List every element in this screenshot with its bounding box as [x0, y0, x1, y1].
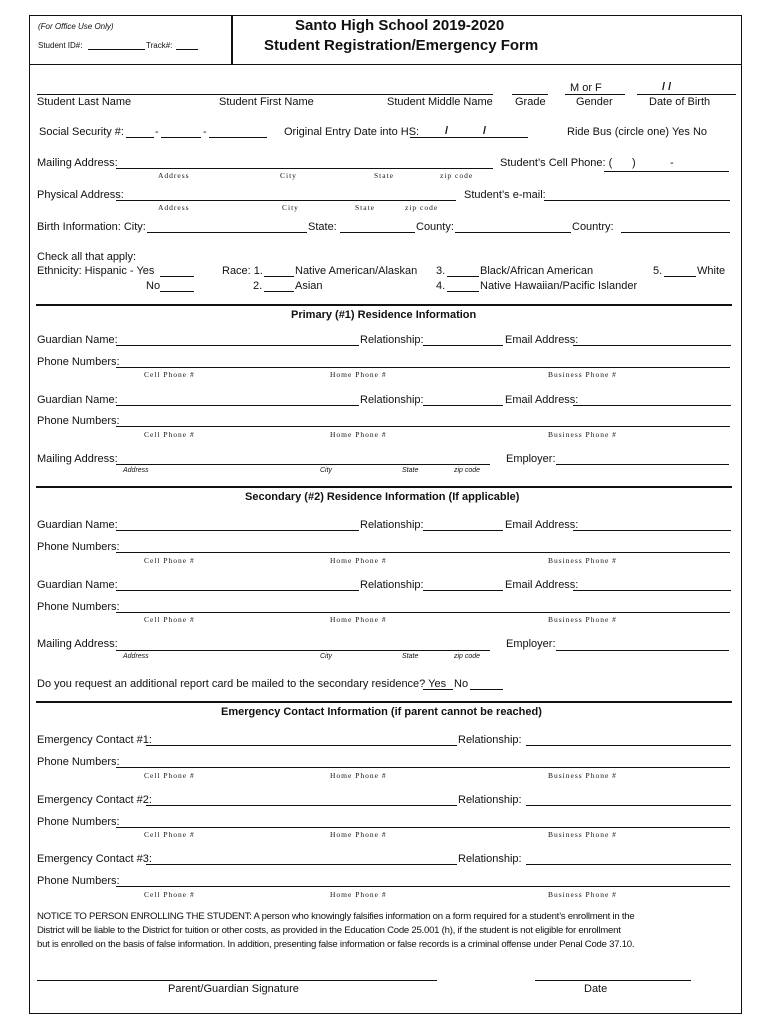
secondary-email1-field[interactable] [573, 530, 731, 531]
emergency-cell3: Cell Phone # [144, 890, 195, 899]
emergency-home3: Home Phone # [330, 890, 387, 899]
entry-slash-2: / [483, 125, 487, 137]
birth-city-field[interactable] [147, 232, 307, 233]
secondary-phone1-label: Phone Numbers: [37, 541, 120, 553]
mailing-sub-zip: zip code [440, 171, 474, 180]
race2-label: Asian [295, 280, 323, 292]
birth-county-label: County: [416, 221, 454, 233]
office-use-note: (For Office Use Only) [38, 22, 114, 31]
hispanic-no-label: No [146, 280, 161, 292]
primary-phone2-field[interactable] [116, 426, 730, 427]
race2-field[interactable] [264, 291, 294, 292]
secondary-cell2: Cell Phone # [144, 615, 195, 624]
primary-divider [36, 304, 732, 306]
student-email-label: Student’s e-mail: [464, 189, 546, 201]
secondary-guardian2-label: Guardian Name: [37, 579, 118, 591]
signature-label: Parent/Guardian Signature [168, 983, 299, 995]
student-email-field[interactable] [544, 200, 730, 201]
student-cell-dash: - [670, 157, 674, 169]
emergency-phone2-field[interactable] [116, 827, 730, 828]
emergency-home1: Home Phone # [330, 771, 387, 780]
report-card-yes-field[interactable] [423, 689, 453, 690]
school-title: Santo High School 2019-2020 [295, 17, 505, 34]
student-id-label: Student ID#: [38, 41, 83, 50]
primary-employer-field[interactable] [556, 464, 729, 465]
birth-state-label: State: [308, 221, 337, 233]
primary-sub-state: State [402, 467, 419, 474]
emergency-heading: Emergency Contact Information (if parent cannot be reached) [221, 706, 542, 718]
race4-field[interactable] [447, 291, 479, 292]
secondary-email2-field[interactable] [573, 590, 731, 591]
gender-options: M or F [570, 82, 602, 94]
dob-slashes: / / [662, 81, 672, 93]
secondary-employer-field[interactable] [556, 650, 729, 651]
mailing-address-label: Mailing Address: [37, 157, 118, 169]
primary-relationship1-label: Relationship: [360, 334, 424, 346]
primary-relationship1-field[interactable] [423, 345, 503, 346]
emergency-phone3-field[interactable] [116, 886, 730, 887]
primary-sub-zip: zip code [454, 467, 481, 474]
physical-address-field[interactable] [116, 200, 456, 201]
student-name-field[interactable] [37, 94, 493, 95]
entry-date-field[interactable] [410, 137, 528, 138]
emergency-home2: Home Phone # [330, 830, 387, 839]
secondary-relationship2-field[interactable] [423, 590, 503, 591]
race4-num: 4. [436, 280, 446, 292]
emergency-cell1: Cell Phone # [144, 771, 195, 780]
entry-slash-1: / [445, 125, 449, 137]
emergency-phone1-label: Phone Numbers: [37, 756, 120, 768]
emergency-phone2-label: Phone Numbers: [37, 816, 120, 828]
birth-county-field[interactable] [455, 232, 571, 233]
primary-home2: Home Phone # [330, 430, 387, 439]
grade-field[interactable] [512, 94, 548, 95]
emergency-divider [36, 701, 732, 703]
race3-label: Black/African American [480, 265, 594, 277]
race3-num: 3. [436, 265, 446, 277]
student-id-field[interactable] [88, 49, 145, 50]
track-field[interactable] [176, 49, 198, 50]
secondary-mailing-field[interactable] [116, 650, 490, 651]
dob-label: Date of Birth [649, 96, 711, 108]
entry-date-label: Original Entry Date into HS: [284, 126, 420, 138]
secondary-sub-zip: zip code [454, 653, 481, 660]
notice-line-1: NOTICE TO PERSON ENROLLING THE STUDENT: A person who knowingly falsifies information on a form required for a student’s enrollment in the [37, 911, 635, 922]
hispanic-yes-field[interactable] [160, 276, 194, 277]
secondary-business1: Business Phone # [548, 556, 617, 565]
primary-guardian1-field[interactable] [116, 345, 359, 346]
primary-heading: Primary (#1) Residence Information [291, 309, 477, 321]
dob-field[interactable] [637, 94, 736, 95]
birth-state-field[interactable] [340, 232, 415, 233]
secondary-sub-state: State [402, 653, 419, 660]
race3-field[interactable] [447, 276, 479, 277]
primary-relationship2-field[interactable] [423, 405, 503, 406]
mailing-sub-city: City [280, 171, 297, 180]
race5-field[interactable] [664, 276, 696, 277]
race5-label: White [697, 265, 726, 277]
primary-relationship2-label: Relationship: [360, 394, 424, 406]
birth-country-field[interactable] [621, 232, 730, 233]
birth-city-label: Birth Information: City: [37, 221, 146, 233]
ssn-field-3[interactable] [209, 137, 267, 138]
physical-sub-state: State [355, 203, 375, 212]
ssn-dash-2: - [203, 126, 207, 138]
secondary-employer-label: Employer: [506, 638, 556, 650]
student-cell-paren: ) [632, 157, 636, 169]
primary-phone1-label: Phone Numbers: [37, 356, 120, 368]
first-name-label: Student First Name [219, 96, 314, 108]
date-field[interactable] [535, 980, 691, 981]
report-card-no-label: No [454, 678, 469, 690]
secondary-phone2-field[interactable] [116, 612, 730, 613]
ride-bus-label[interactable]: Ride Bus (circle one) Yes No [567, 126, 708, 138]
primary-email2-field[interactable] [573, 405, 731, 406]
race5-num: 5. [653, 265, 663, 277]
signature-field[interactable] [37, 980, 437, 981]
secondary-relationship2-label: Relationship: [360, 579, 424, 591]
primary-email2-label: Email Address: [505, 394, 579, 406]
date-label: Date [584, 983, 608, 995]
secondary-phone2-label: Phone Numbers: [37, 601, 120, 613]
secondary-home2: Home Phone # [330, 615, 387, 624]
mailing-address-field[interactable] [116, 168, 493, 169]
gender-label: Gender [576, 96, 613, 108]
primary-guardian1-label: Guardian Name: [37, 334, 118, 346]
secondary-cell1: Cell Phone # [144, 556, 195, 565]
physical-sub-zip: zip code [405, 203, 439, 212]
primary-phone2-label: Phone Numbers: [37, 415, 120, 427]
notice-line-2: District will be liable to the District for tuition or other costs, as provided in the Education Code 25.001 (h), if the student is not eligible for enrollment [37, 925, 621, 936]
emergency-business3: Business Phone # [548, 890, 617, 899]
secondary-mailing-label: Mailing Address: [37, 638, 118, 650]
secondary-phone1-field[interactable] [116, 552, 730, 553]
emergency-contact2-field[interactable] [146, 805, 457, 806]
primary-sub-city: City [320, 467, 333, 474]
report-card-no-field[interactable] [470, 689, 503, 690]
track-label: Track#: [146, 41, 173, 50]
ssn-field-2[interactable] [161, 137, 201, 138]
primary-employer-label: Employer: [506, 453, 556, 465]
secondary-home1: Home Phone # [330, 556, 387, 565]
gender-field[interactable] [565, 94, 625, 95]
ethnicity-label: Ethnicity: Hispanic - Yes [37, 265, 155, 277]
primary-phone1-field[interactable] [116, 367, 730, 368]
secondary-relationship1-field[interactable] [423, 530, 503, 531]
emergency-relationship3-label: Relationship: [458, 853, 522, 865]
check-all-label: Check all that apply: [37, 251, 137, 263]
primary-business2: Business Phone # [548, 430, 617, 439]
report-card-question: Do you request an additional report card be mailed to the secondary residence? Yes [37, 678, 447, 690]
grade-label: Grade [515, 96, 546, 108]
emergency-cell2: Cell Phone # [144, 830, 195, 839]
form-title: Student Registration/Emergency Form [264, 37, 539, 54]
mailing-sub-state: State [374, 171, 394, 180]
hispanic-no-field[interactable] [160, 291, 194, 292]
emergency-relationship1-field[interactable] [526, 745, 731, 746]
emergency-phone1-field[interactable] [116, 767, 730, 768]
emergency-contact1-field[interactable] [146, 745, 457, 746]
ssn-dash-1: - [155, 126, 159, 138]
emergency-relationship2-field[interactable] [526, 805, 731, 806]
secondary-guardian1-field[interactable] [116, 530, 359, 531]
physical-address-label: Physical Address: [37, 189, 124, 201]
race2-num: 2. [253, 280, 263, 292]
race-label: Race: 1. [222, 265, 263, 277]
emergency-relationship2-label: Relationship: [458, 794, 522, 806]
secondary-guardian2-field[interactable] [116, 590, 359, 591]
secondary-business2: Business Phone # [548, 615, 617, 624]
emergency-contact1-label: Emergency Contact #1: [37, 734, 152, 746]
secondary-email2-label: Email Address: [505, 579, 579, 591]
primary-guardian2-label: Guardian Name: [37, 394, 118, 406]
primary-sub-address: Address [123, 467, 149, 474]
student-cell-field[interactable] [604, 171, 729, 172]
secondary-sub-city: City [320, 653, 333, 660]
emergency-contact3-field[interactable] [146, 864, 457, 865]
emergency-contact3-label: Emergency Contact #3: [37, 853, 152, 865]
student-cell-label: Student’s Cell Phone: ( [500, 157, 613, 169]
primary-email1-label: Email Address: [505, 334, 579, 346]
primary-mailing-label: Mailing Address: [37, 453, 118, 465]
mailing-sub-address: Address [158, 171, 190, 180]
emergency-phone3-label: Phone Numbers: [37, 875, 120, 887]
emergency-contact2-label: Emergency Contact #2: [37, 794, 152, 806]
primary-home1: Home Phone # [330, 370, 387, 379]
physical-sub-city: City [282, 203, 299, 212]
secondary-divider [36, 486, 732, 488]
emergency-business2: Business Phone # [548, 830, 617, 839]
secondary-heading: Secondary (#2) Residence Information (If applicable) [245, 491, 520, 503]
emergency-business1: Business Phone # [548, 771, 617, 780]
physical-sub-address: Address [158, 203, 190, 212]
race1-field[interactable] [264, 276, 294, 277]
secondary-guardian1-label: Guardian Name: [37, 519, 118, 531]
primary-cell1: Cell Phone # [144, 370, 195, 379]
primary-cell2: Cell Phone # [144, 430, 195, 439]
birth-country-label: Country: [572, 221, 614, 233]
secondary-sub-address: Address [123, 653, 149, 660]
last-name-label: Student Last Name [37, 96, 132, 108]
secondary-relationship1-label: Relationship: [360, 519, 424, 531]
primary-mailing-field[interactable] [116, 464, 490, 465]
primary-business1: Business Phone # [548, 370, 617, 379]
emergency-relationship3-field[interactable] [526, 864, 731, 865]
primary-email1-field[interactable] [573, 345, 731, 346]
secondary-email1-label: Email Address: [505, 519, 579, 531]
primary-guardian2-field[interactable] [116, 405, 359, 406]
race4-label: Native Hawaiian/Pacific Islander [480, 280, 638, 292]
race1-label: Native American/Alaskan [295, 265, 418, 277]
ssn-label: Social Security #: [39, 126, 124, 138]
middle-name-label: Student Middle Name [387, 96, 493, 108]
emergency-relationship1-label: Relationship: [458, 734, 522, 746]
ssn-field-1[interactable] [126, 137, 154, 138]
notice-line-3: but is enrolled on the basis of false information. In addition, presenting false information or false records is a criminal offense under Penal Code 37.10. [37, 939, 635, 950]
